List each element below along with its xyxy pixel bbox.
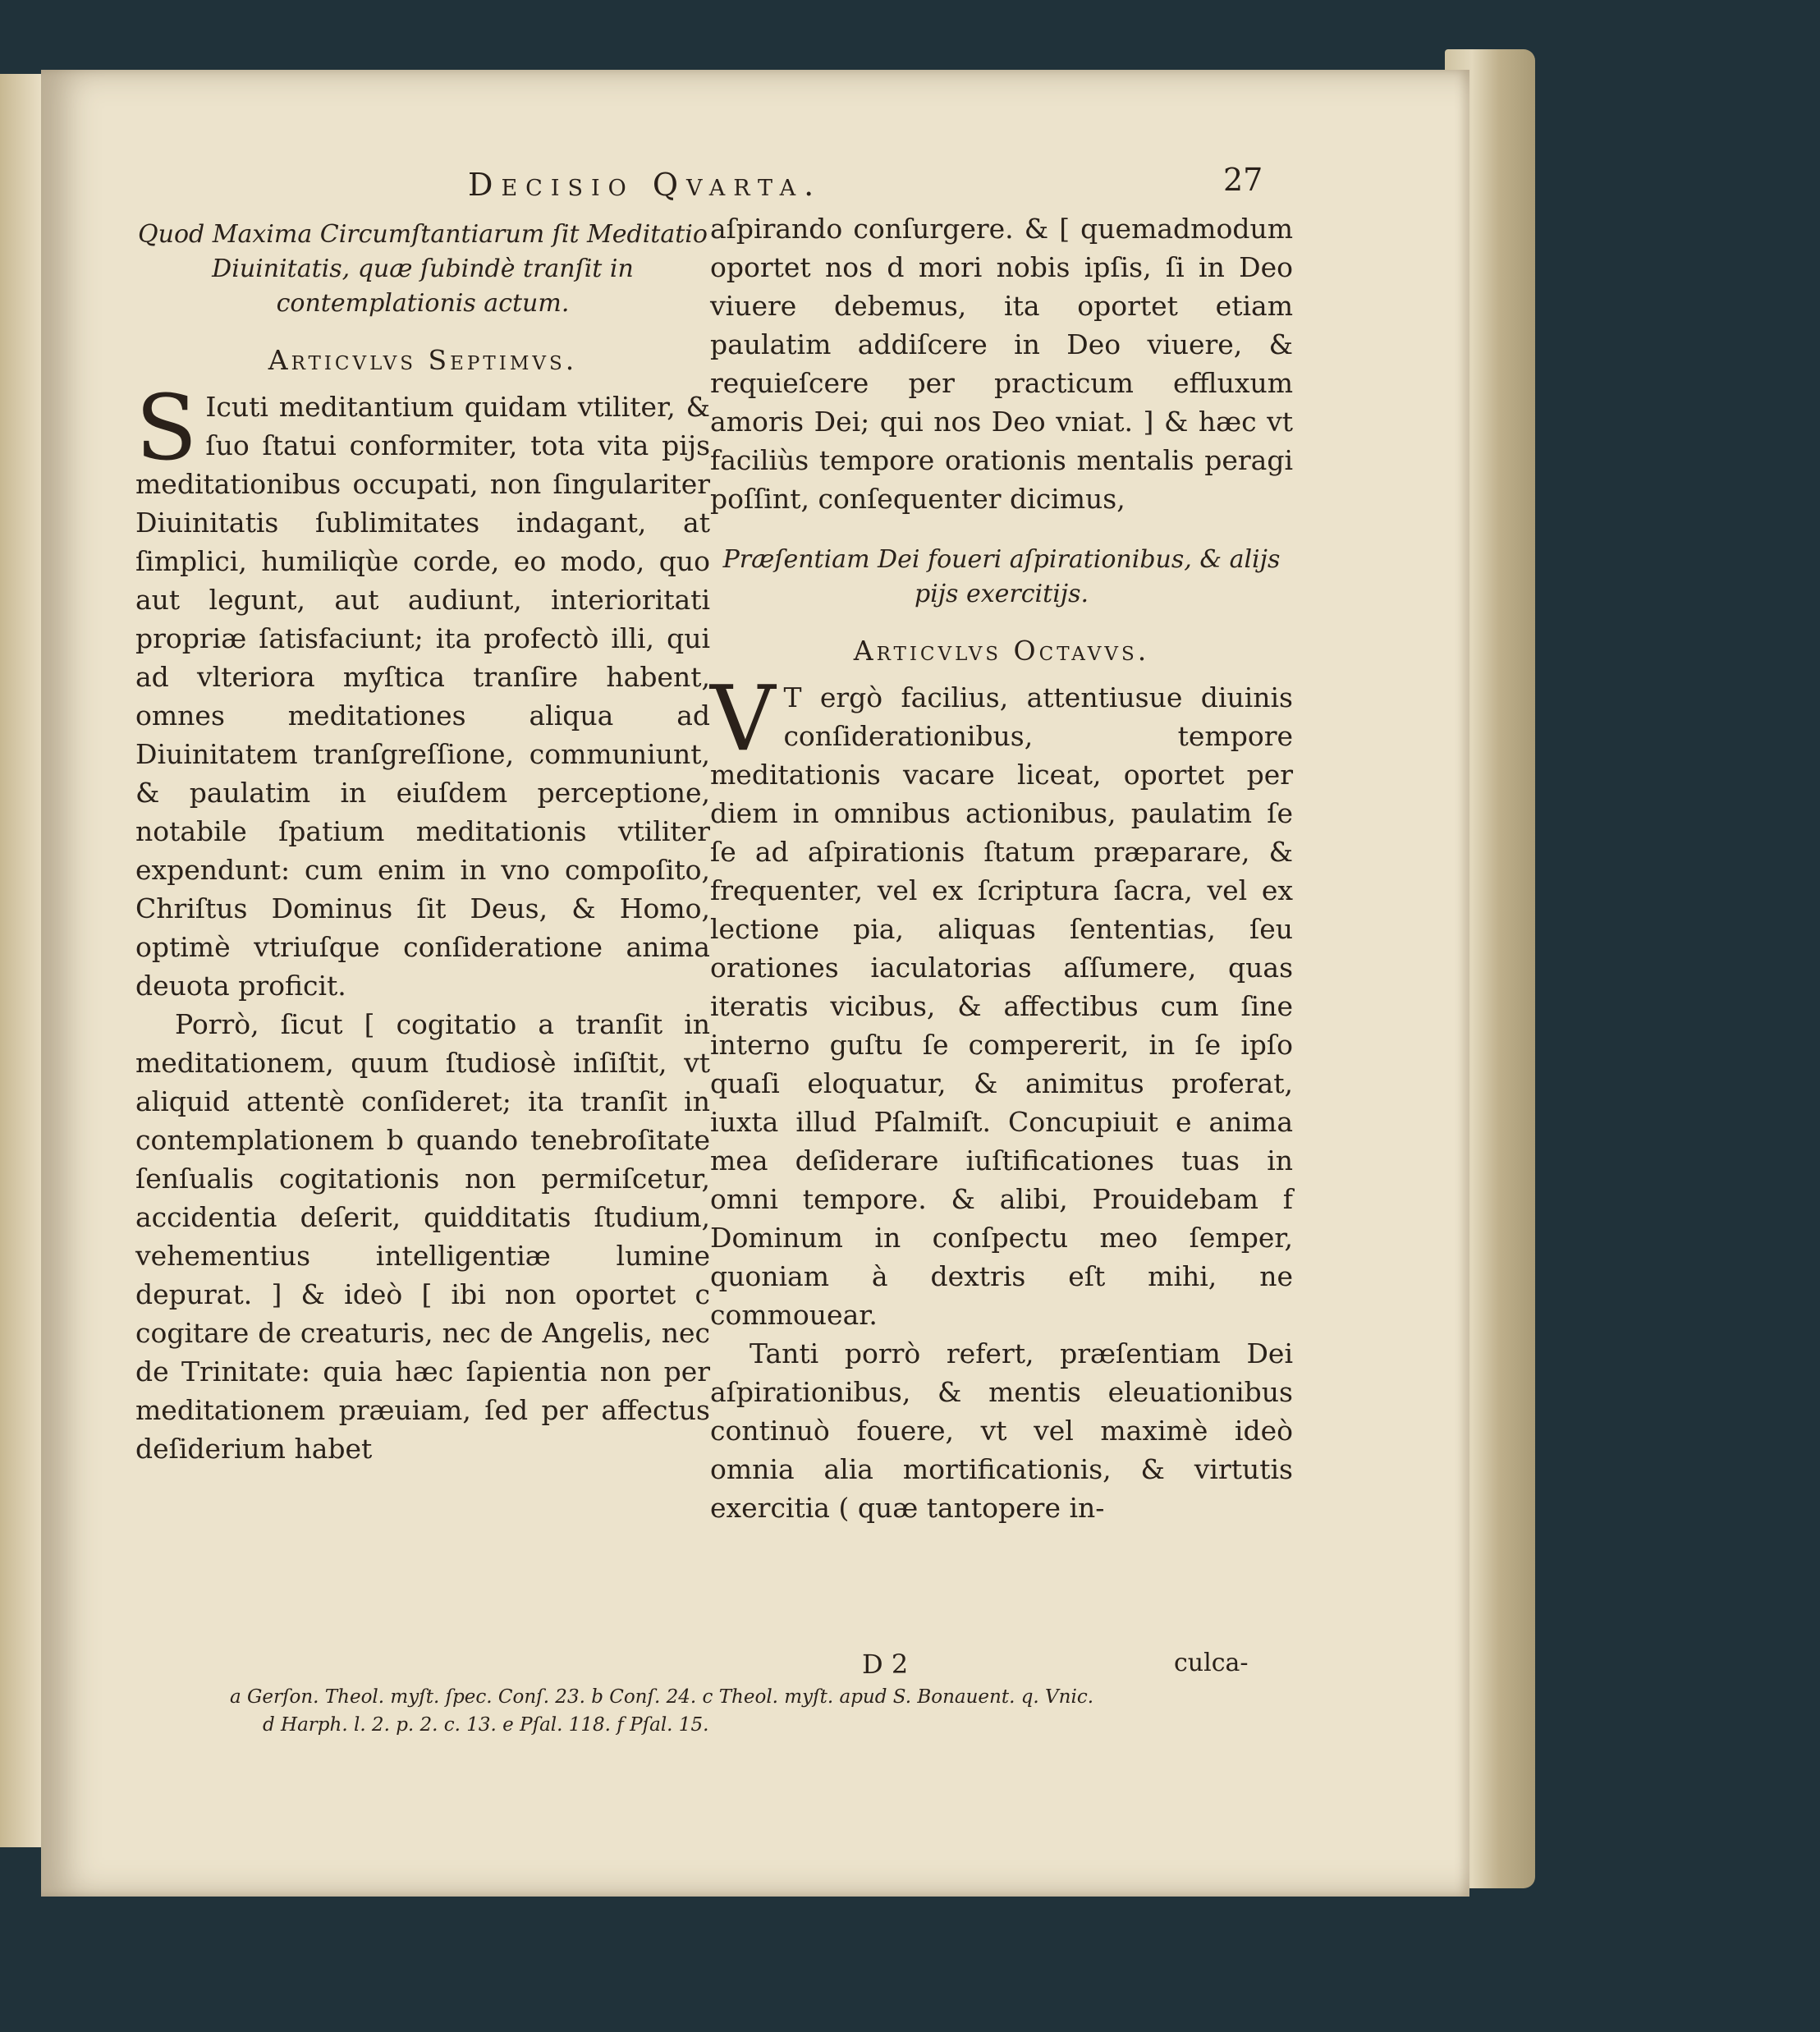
left-paragraph-1 [135, 375, 710, 1005]
left-paragraph-1-text: Icuti meditantium quidam vtiliter, & ſuo ſtatui conformiter, tota vita pijs meditationibus occupati, non ſingulariter Diuinitatis ſublimitates indagant, at ſimplici, humiliqùe corde, eo modo, quo aut legunt, aut audiunt, interioritati propriæ ſatisfaciunt; ita profectò illi, qui ad vlteriora myſtica tranſire habent, omnes meditationes aliqua ad Diuinitatem tranſgreſſione, communiunt, & paulatim in eiuſdem perceptione, notabile ſpatium meditationis vtiliter expendunt: cum enim in vno compoſito, Chriſtus Dominus ſit Deus, & Homo, optimè vtriuſque conſideratione anima deuota proficit. [135, 391, 710, 1002]
right-paragraph-1: aſpirando conſurgere. & [ quemadmodum oportet nos d mori nobis ipſis, ſi in Deo viuere debemus, ita oportet etiam paulatim addiſcere in Deo viuere, & requieſcere per practicum effluxum amoris Dei; qui nos Deo vniat. ] & hæc vt faciliùs tempore orationis mentalis peragi poſſint, conſequenter dicimus, [710, 213, 1293, 515]
running-head: Decisio Qvarta. [468, 167, 823, 203]
book-page [41, 70, 1469, 1897]
article-octavus-title: Articvlvs Octavvs. [853, 635, 1150, 667]
left-heading: Quod Maxima Circumſtantiarum ſit Meditatio Diuinitatis, quæ ſubindè tranſit in contemplationis actum. [138, 220, 708, 318]
left-page-edge [0, 74, 45, 1847]
catchword: culca- [1174, 1649, 1249, 1677]
footnote-line-1: a Gerſon. Theol. myſt. ſpec. Conſ. 23. b Conſ. 24. c Theol. myſt. apud S. Bonauent. q. Vnic. [230, 1686, 1094, 1708]
footnotes [230, 1683, 1330, 1739]
page-number: 27 [1223, 162, 1263, 198]
right-column [710, 209, 1293, 1527]
right-heading: Præſentiam Dei foueri aſpirationibus, & alijs pijs exercitijs. [722, 545, 1281, 608]
signature-mark: D 2 [862, 1649, 909, 1680]
drop-cap-s: S [135, 375, 198, 480]
drop-cap-v: V [710, 666, 776, 771]
left-column [135, 218, 710, 1468]
right-paragraph-3: Tanti porrò refert, præſentiam Dei aſpirationibus, & mentis eleuationibus continuò fouere, vt vel maximè ideò omnia alia mortificationis, & virtutis exercitia ( quæ tantopere in- [710, 1337, 1293, 1524]
article-septimus-title: Articvlvs Septimvs. [268, 344, 578, 376]
footnote-line-2: d Harph. l. 2. p. 2. c. 13. e Pſal. 118. f Pſal. 15. [263, 1714, 709, 1736]
right-paragraph-2 [710, 666, 1293, 1334]
left-paragraph-2: Porrò, ſicut [ cogitatio a tranſit in meditationem, quum ſtudiosè inſiſtit, vt aliquid attentè conſideret; ita tranſit in contemplationem b quando tenebroſitate ſenſualis cogitationis non permiſcetur, accidentia deſerit, quidditatis ſtudium, vehementius intelligentiæ lumine depurat. ] & ideò [ ibi non oportet c cogitare de creaturis, nec de Angelis, nec de Trinitate: quia hæc ſapientia non per meditationem præuiam, ſed per affectus deſiderium habet [135, 1008, 710, 1465]
right-paragraph-2-text: T ergò facilius, attentiusue diuinis conſiderationibus, tempore meditationis vacare liceat, oportet per diem in omnibus actionibus, paulatim ſe ſe ad aſpirationis ſtatum præparare, & frequenter, vel ex ſcriptura ſacra, vel ex lectione pia, aliquas ſententias, ſeu orationes iaculatorias aſſumere, quas iteratis vicibus, & affectibus cum ſine interno guſtu ſe compererit, in ſe ipſo quaſi eloquatur, & animitus proferat, iuxta illud Pſalmiſt. Concupiuit e anima mea deſiderare iuſtificationes tuas in omni tempore. & alibi, Prouidebam f Dominum in conſpectu meo ſemper, quoniam à dextris eſt mihi, ne commouear. [710, 681, 1293, 1331]
